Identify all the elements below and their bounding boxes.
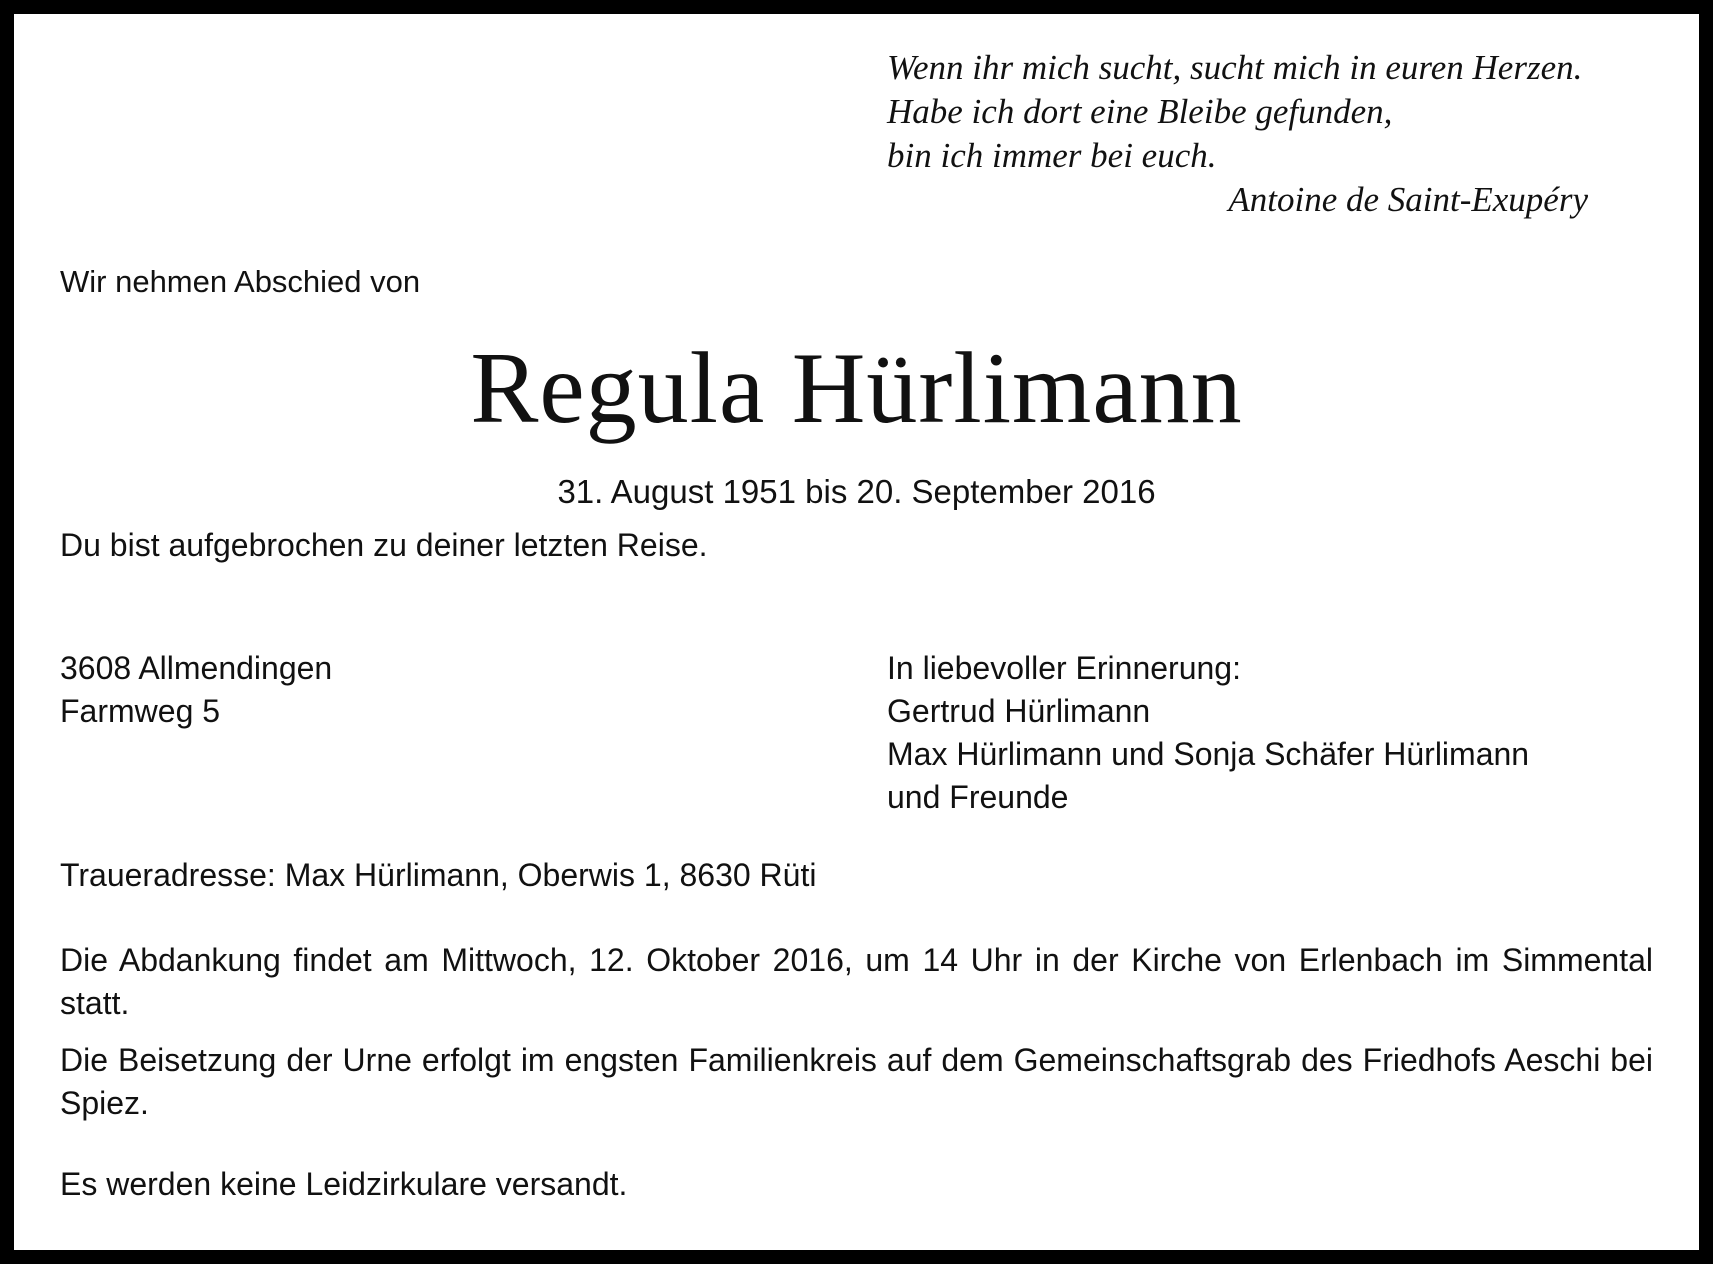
ceremony-text: Die Abdankung findet am Mittwoch, 12. Oktober 2016, um 14 Uhr in der Kirche von Erlenbach im Simmental statt.: [60, 942, 1653, 1021]
home-address: [60, 647, 332, 733]
mourning-address: Traueradresse: Max Hürlimann, Oberwis 1, 8630 Rüti: [60, 857, 817, 893]
mourner-name: und Freunde: [887, 779, 1069, 815]
quote-block: [887, 46, 1607, 222]
mourner-name: Gertrud Hürlimann: [887, 693, 1151, 729]
address-line: 3608 Allmendingen: [60, 650, 333, 686]
mourners-block: [887, 647, 1529, 819]
deceased-name: Regula Hürlimann: [470, 332, 1243, 445]
quote-line: Habe ich dort eine Bleibe gefunden,: [887, 92, 1393, 131]
life-dates: 31. August 1951 bis 20. September 2016: [557, 473, 1156, 510]
burial-text: Die Beisetzung der Urne erfolgt im engsten Familienkreis auf dem Gemeinschaftsgrab des Friedhofs Aeschi bei Spiez.: [60, 1042, 1653, 1121]
address-line: Farmweg 5: [60, 693, 221, 729]
quote-line: Wenn ihr mich sucht, sucht mich in euren Herzen.: [887, 48, 1583, 87]
mourner-name: Max Hürlimann und Sonja Schäfer Hürlimann: [887, 736, 1530, 772]
intro-text: Wir nehmen Abschied von: [60, 264, 421, 299]
farewell-text: Du bist aufgebrochen zu deiner letzten Reise.: [60, 527, 708, 563]
closing-note: Es werden keine Leidzirkulare versandt.: [60, 1166, 628, 1202]
quote-line: bin ich immer bei euch.: [887, 136, 1217, 175]
obituary-notice: [14, 14, 1699, 1250]
mourners-heading: In liebevoller Erinnerung:: [887, 650, 1241, 686]
quote-author: Antoine de Saint-Exupéry: [1228, 180, 1588, 219]
